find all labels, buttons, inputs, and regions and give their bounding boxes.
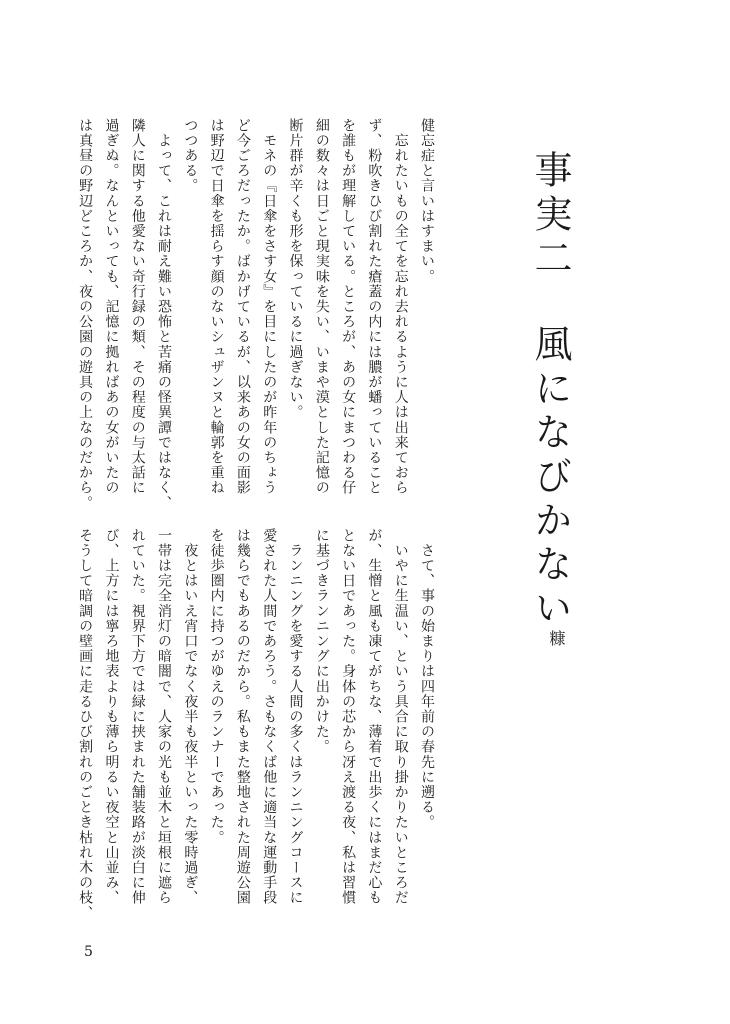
text-line: 一帯は完全消灯の暗闇で、人家の光も並木と垣根に遮ら (156, 528, 173, 906)
text-line: そうして暗調の壁画に走るひび割れのごとき枯れ木の枝、 (77, 528, 94, 921)
text-line: よって、これは耐え難い恐怖と苦痛の怪異譚ではなく、 (156, 118, 173, 511)
text-line: 忘れたいもの全てを忘れ去れるように人は出来ておら (392, 118, 409, 496)
text-line: 細の数々は日ごと現実味を失い、いまや漠とした記憶の (313, 118, 330, 496)
body-text-top (77, 118, 440, 511)
text-line: いやに生温い、という具合に取り掛かりたいところだ (392, 528, 409, 906)
text-line: 健忘症と言いはすまい。 (419, 118, 435, 285)
author-name: 糠 (547, 630, 566, 646)
text-line: モネの『日傘をさす女』を目にしたのが昨年のちょう (261, 118, 278, 496)
chapter-title-number: 事実二 (528, 150, 572, 282)
text-line: が、生憎と風も凍てがちな、薄着で出歩くにはまだ心も (366, 528, 383, 906)
text-line: ランニングを愛する人間の多くはランニングコースに (287, 528, 304, 906)
text-line: は幾らでもあるのだから。私もまた整地された周遊公園 (234, 528, 251, 906)
text-line: び、上方には寧ろ地表よりも薄ら明るい夜空と山並み、 (103, 528, 120, 906)
text-line: 愛された人間であろう。さもなくば他に適当な運動手段 (261, 528, 278, 906)
text-line: に基づきランニングに出かけた。 (313, 528, 330, 755)
text-line: つつある。 (182, 118, 199, 194)
text-line: 断片群が辛くも形を保っているに過ぎない。 (287, 118, 304, 420)
text-line: れていた。視界下方では緑に挟まれた舗装路が淡白に伸 (129, 528, 146, 906)
text-line: ず、粉吹きひび割れた瘡蓋の内には膿が蟠っていること (366, 118, 383, 496)
text-line: は真昼の野辺どころか、夜の公園の遊具の上なのだから。 (77, 118, 94, 511)
text-line: ど今ごろだったか。ばかげているが、以来あの女の面影 (234, 118, 251, 496)
text-line: を徒歩圏内に持つがゆえのランナーであった。 (208, 528, 225, 846)
text-line: 夜とはいえ宵口でなく夜半も夜半といった零時過ぎ、 (182, 528, 199, 906)
text-line: とない日であった。身体の芯から冴え渡る夜、私は習慣 (340, 528, 357, 906)
chapter-title-subtitle: 風になびかない (528, 324, 572, 632)
text-line: を誰もが理解している。ところが、あの女にまつわる仔 (340, 118, 357, 496)
text-line: 過ぎぬ。なんといっても、記憶に拠ればあの女がいたの (103, 118, 120, 496)
text-line: 隣人に関する他愛ない奇行録の類、その程度の与太話に (129, 118, 146, 496)
text-line: は野辺で日傘を揺らす顔のないシュザンヌと輪郭を重ね (208, 118, 225, 496)
chapter-title (528, 150, 572, 632)
text-line: さて、事の始まりは四年前の春先に遡る。 (419, 528, 435, 830)
page-number: 5 (84, 944, 93, 960)
body-text-bottom (77, 528, 440, 921)
